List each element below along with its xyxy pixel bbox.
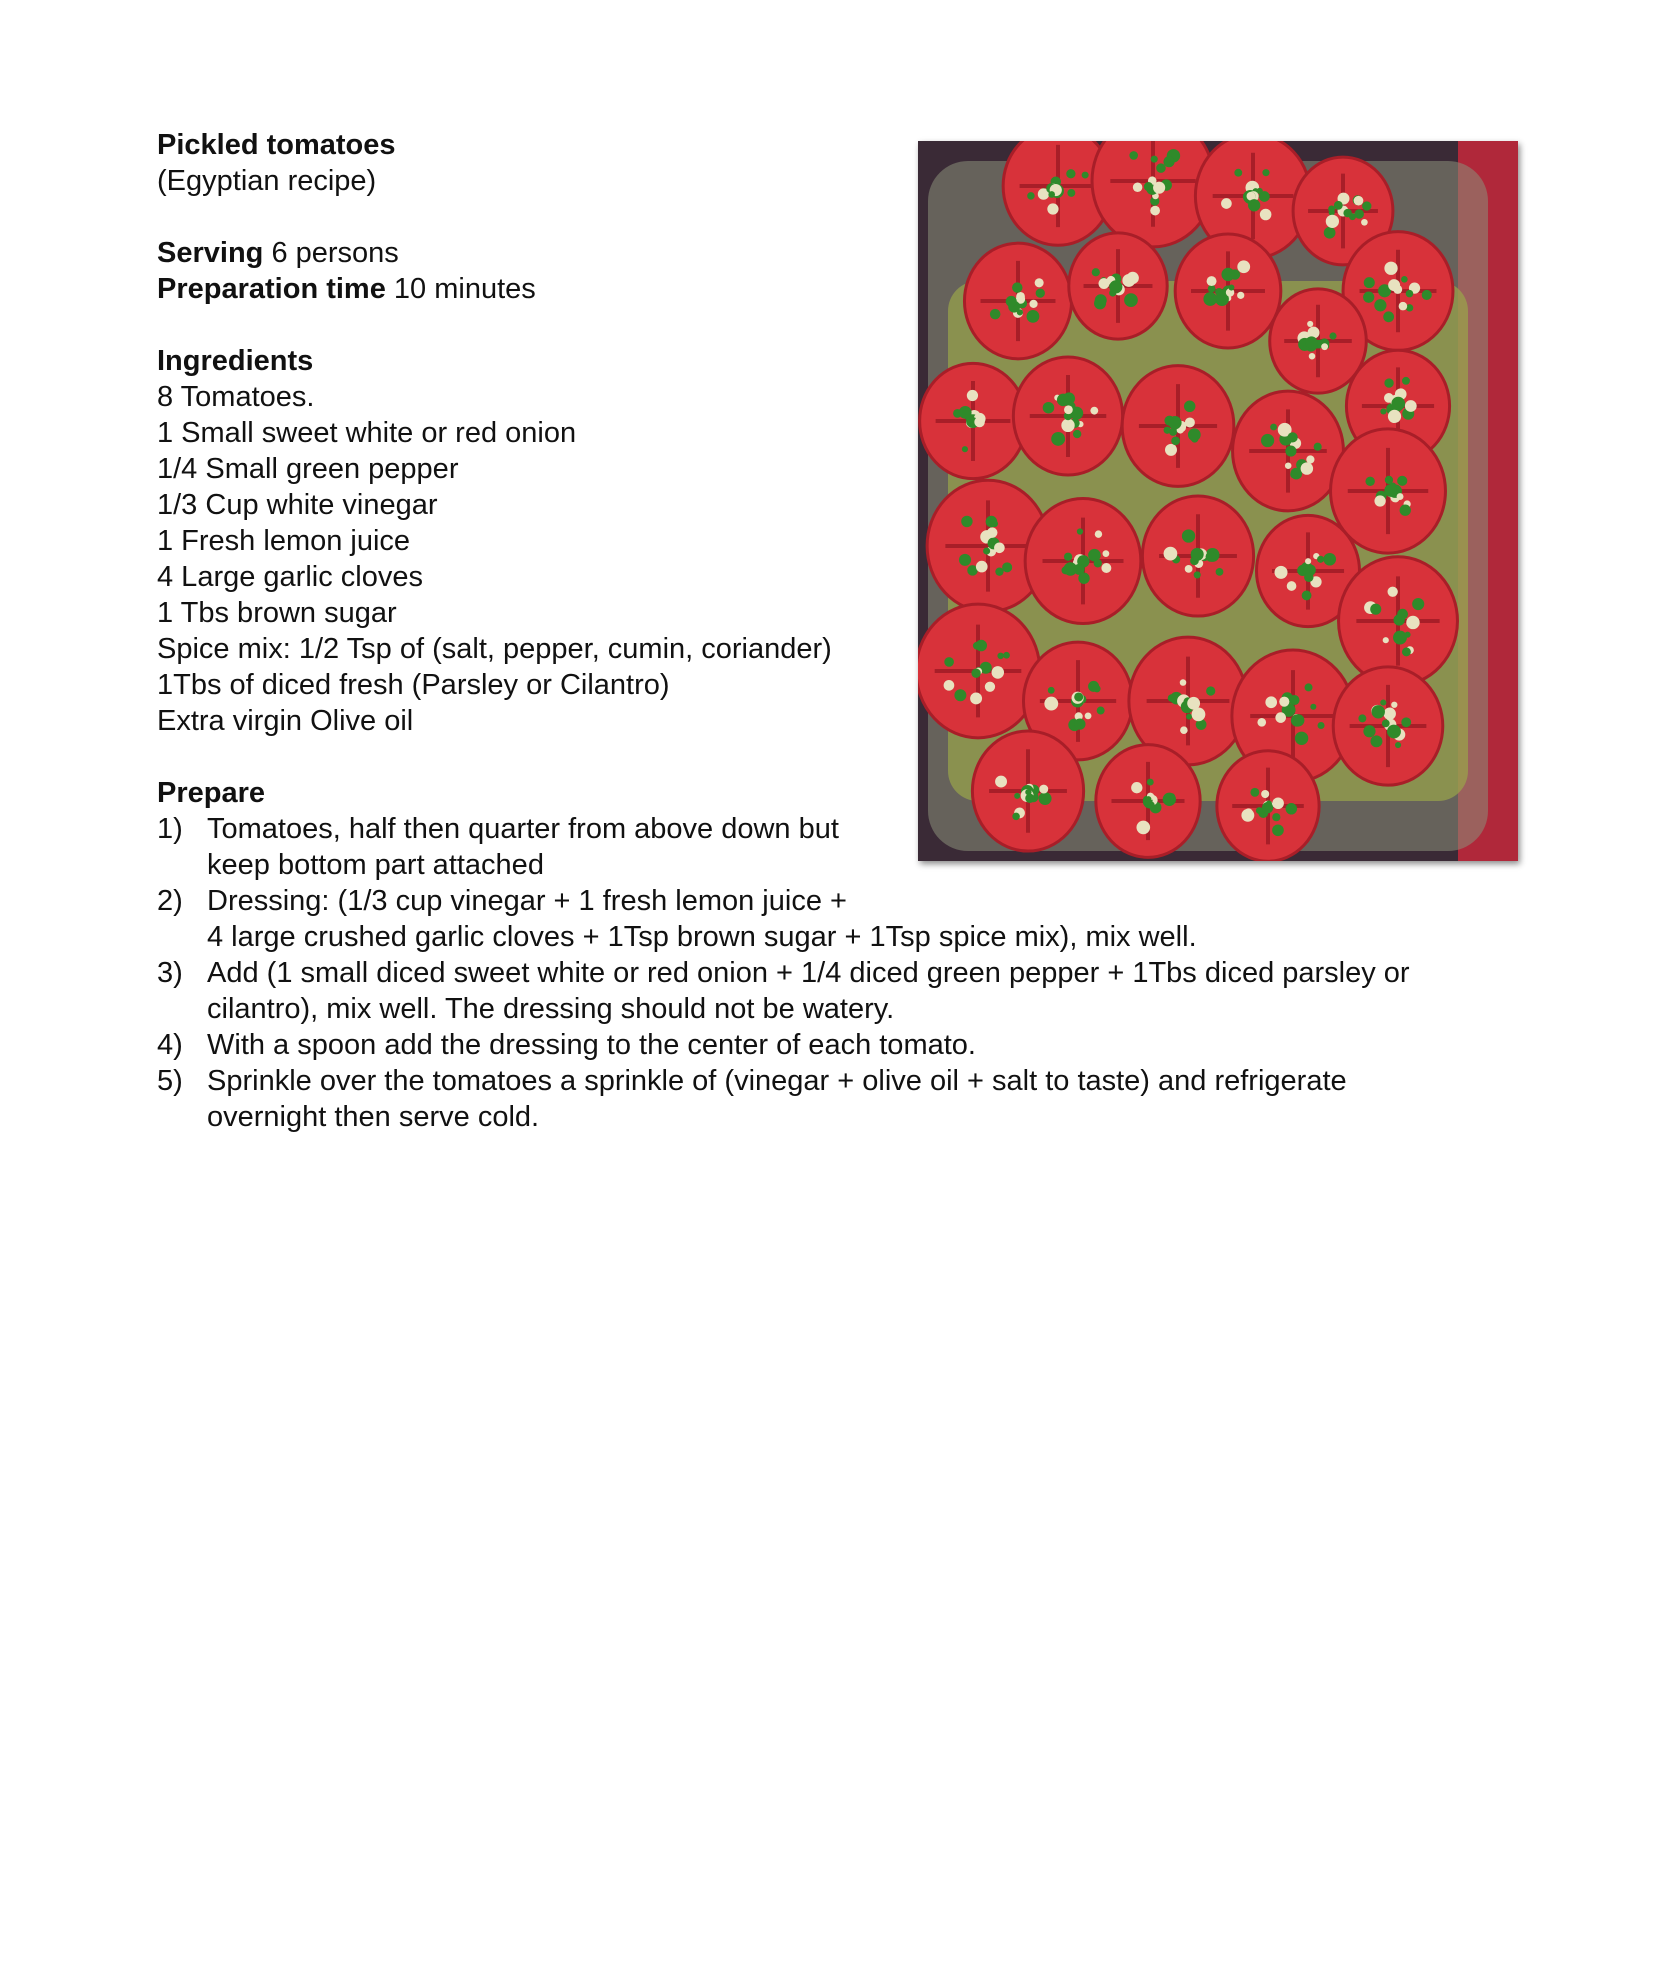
garlic-bit — [1383, 637, 1389, 643]
herb-bit — [1151, 156, 1158, 163]
herb-bit — [1006, 296, 1017, 307]
herb-bit — [1147, 779, 1154, 786]
herb-bit — [1228, 285, 1234, 291]
garlic-bit — [1354, 196, 1364, 206]
herb-bit — [1323, 553, 1336, 566]
herb-bit — [1129, 151, 1138, 160]
herb-bit — [1305, 683, 1313, 691]
herb-bit — [1203, 292, 1217, 306]
serving-value: 6 persons — [271, 237, 399, 269]
herb-bit — [971, 668, 980, 677]
garlic-bit — [967, 390, 978, 401]
garlic-bit — [1165, 444, 1177, 456]
herb-bit — [1395, 742, 1401, 748]
step-text: cilantro), mix well. The dressing should not be watery. — [207, 993, 895, 1025]
garlic-bit — [1241, 809, 1254, 822]
herb-bit — [1412, 598, 1424, 610]
herb-bit — [1048, 191, 1055, 198]
garlic-bit — [1326, 215, 1339, 228]
herb-bit — [986, 516, 998, 528]
garlic-bit — [1185, 417, 1195, 427]
herb-bit — [1048, 687, 1055, 694]
ingredient-item: Spice mix: 1/2 Tsp of (salt, pepper, cumin, coriander) — [157, 633, 832, 665]
herb-bit — [1384, 378, 1393, 387]
garlic-bit — [995, 776, 1007, 788]
herb-bit — [1234, 169, 1242, 177]
step-item — [157, 955, 1537, 1027]
garlic-bit — [1391, 702, 1397, 708]
garlic-bit — [1047, 203, 1058, 214]
herb-bit — [1248, 199, 1260, 211]
garlic-bit — [970, 693, 982, 705]
herb-bit — [1286, 803, 1297, 814]
step-text: Sprinkle over the tomatoes a sprinkle of (vinegar + olive oil + salt to taste) and refrigerate — [207, 1065, 1347, 1097]
herb-bit — [1025, 794, 1034, 803]
garlic-bit — [1361, 219, 1368, 226]
herb-bit — [1043, 402, 1055, 414]
herb-bit — [1156, 163, 1166, 173]
herb-bit — [997, 653, 1004, 660]
garlic-bit — [1131, 782, 1142, 793]
herb-bit — [1186, 714, 1192, 720]
ingredient-item: 1 Tbs brown sugar — [157, 597, 397, 629]
herb-bit — [959, 554, 971, 566]
garlic-bit — [985, 682, 995, 692]
herb-bit — [1027, 310, 1040, 323]
garlic-bit — [1279, 697, 1289, 707]
garlic-bit — [1150, 206, 1160, 216]
herb-bit — [1012, 813, 1020, 821]
garlic-bit — [1399, 302, 1408, 311]
garlic-bit — [1261, 790, 1269, 798]
herb-bit — [1206, 686, 1215, 695]
step-number: 3) — [157, 957, 183, 989]
herb-bit — [1261, 434, 1274, 447]
garlic-bit — [974, 417, 985, 428]
step-text: Dressing: (1/3 cup vinegar + 1 fresh lemon juice + — [207, 885, 847, 917]
herb-bit — [1078, 573, 1089, 584]
herb-bit — [1188, 428, 1201, 441]
recipe-title: Pickled tomatoes — [157, 129, 396, 161]
garlic-bit — [1309, 353, 1316, 360]
herb-bit — [1406, 290, 1413, 297]
herb-bit — [1422, 290, 1432, 300]
prepare-heading: Prepare — [157, 777, 266, 809]
garlic-bit — [1099, 278, 1110, 289]
herb-bit — [1401, 276, 1408, 283]
garlic-bit — [1090, 407, 1098, 415]
herb-bit — [1057, 394, 1070, 407]
herb-bit — [1036, 288, 1045, 297]
herb-bit — [1144, 182, 1153, 191]
herb-bit — [1295, 732, 1308, 745]
herb-bit — [1380, 700, 1386, 706]
garlic-bit — [1103, 550, 1110, 557]
herb-bit — [1285, 446, 1296, 457]
herb-bit — [1145, 796, 1151, 802]
ingredient-item: Extra virgin Olive oil — [157, 705, 414, 737]
garlic-bit — [1285, 462, 1292, 469]
herb-bit — [1287, 432, 1297, 442]
garlic-bit — [1272, 797, 1284, 809]
herb-bit — [944, 657, 954, 667]
garlic-bit — [1187, 697, 1200, 710]
garlic-bit — [1305, 558, 1311, 564]
garlic-bit — [1064, 405, 1073, 414]
garlic-bit — [1406, 616, 1419, 629]
herb-bit — [1401, 717, 1411, 727]
garlic-bit — [1374, 495, 1385, 506]
garlic-bit — [1275, 712, 1286, 723]
garlic-bit — [1301, 462, 1313, 474]
herb-bit — [1364, 277, 1375, 288]
herb-bit — [1272, 813, 1280, 821]
herb-bit — [966, 415, 974, 423]
herb-bit — [1324, 227, 1336, 239]
herb-bit — [1074, 692, 1083, 701]
garlic-bit — [1321, 343, 1328, 350]
garlic-bit — [987, 527, 998, 538]
herb-bit — [1109, 280, 1122, 293]
herb-bit — [1365, 477, 1374, 486]
ingredient-item: 1Tbs of diced fresh (Parsley or Cilantro) — [157, 669, 670, 701]
tomatoes-illustration — [918, 141, 1518, 861]
herb-bit — [973, 642, 981, 650]
step-text: keep bottom part attached — [207, 849, 544, 881]
herb-bit — [1067, 189, 1075, 197]
step-item — [157, 1063, 1537, 1135]
herb-bit — [1370, 604, 1381, 615]
step-number: 5) — [157, 1065, 183, 1097]
step-text: 4 large crushed garlic cloves + 1Tsp brown sugar + 1Tsp spice mix), mix well. — [207, 921, 1197, 953]
herb-bit — [1329, 332, 1336, 339]
herb-bit — [1391, 397, 1405, 411]
herb-bit — [1302, 591, 1312, 601]
ingredients-heading: Ingredients — [157, 345, 314, 377]
herb-bit — [1289, 695, 1299, 705]
herb-bit — [962, 446, 968, 452]
garlic-bit — [1265, 696, 1277, 708]
herb-bit — [961, 516, 972, 527]
garlic-bit — [1384, 708, 1396, 720]
step-text: Tomatoes, half then quarter from above down but — [207, 813, 839, 845]
herb-bit — [1074, 718, 1085, 729]
herb-bit — [1171, 436, 1180, 445]
ingredient-item: 4 Large garlic cloves — [157, 561, 423, 593]
serving-label: Serving — [157, 237, 264, 269]
garlic-bit — [1044, 697, 1058, 711]
herb-bit — [1397, 609, 1408, 620]
herb-bit — [1305, 336, 1317, 348]
herb-bit — [1358, 714, 1366, 722]
herb-bit — [1384, 484, 1397, 497]
step-number: 1) — [157, 813, 183, 845]
herb-bit — [1094, 559, 1102, 567]
garlic-bit — [992, 666, 1005, 679]
herb-bit — [1221, 268, 1234, 281]
herb-bit — [1014, 793, 1020, 799]
herb-bit — [1374, 299, 1386, 311]
garlic-bit — [944, 680, 955, 691]
herb-bit — [1190, 557, 1199, 566]
herb-bit — [1363, 725, 1375, 737]
herb-bit — [1370, 735, 1382, 747]
garlic-bit — [1260, 209, 1272, 221]
ingredient-item: 1 Small sweet white or red onion — [157, 417, 577, 449]
herb-bit — [1027, 192, 1035, 200]
herb-bit — [995, 568, 1003, 576]
herb-bit — [1012, 282, 1022, 292]
garlic-bit — [1221, 198, 1232, 209]
herb-bit — [1066, 169, 1075, 178]
garlic-bit — [1039, 785, 1048, 794]
garlic-bit — [1164, 547, 1178, 561]
prep-time-value: 10 minutes — [393, 273, 536, 305]
garlic-bit — [1384, 262, 1397, 275]
garlic-bit — [1207, 276, 1217, 286]
tomatoes-photo — [918, 141, 1518, 861]
herb-bit — [1318, 722, 1325, 729]
herb-bit — [1363, 292, 1374, 303]
herb-bit — [1310, 704, 1316, 710]
garlic-bit — [1388, 587, 1398, 597]
herb-bit — [1393, 631, 1407, 645]
garlic-bit — [1307, 321, 1313, 327]
garlic-bit — [1029, 300, 1037, 308]
recipe-subtitle: (Egyptian recipe) — [157, 165, 377, 197]
step-text: overnight then serve cold. — [207, 1101, 540, 1133]
garlic-bit — [1061, 419, 1074, 432]
herb-bit — [1304, 573, 1313, 582]
herb-bit — [1092, 268, 1100, 276]
garlic-bit — [1133, 183, 1143, 193]
garlic-bit — [1035, 278, 1044, 287]
garlic-bit — [1257, 718, 1266, 727]
herb-bit — [1402, 377, 1410, 385]
garlic-bit — [1287, 581, 1297, 591]
prep-time-label: Preparation time — [157, 273, 386, 305]
herb-bit — [1002, 562, 1012, 572]
garlic-bit — [1122, 274, 1135, 287]
herb-bit — [1184, 401, 1195, 412]
herb-bit — [1169, 793, 1175, 799]
garlic-bit — [1101, 563, 1111, 573]
garlic-bit — [976, 561, 988, 573]
garlic-bit — [1095, 530, 1102, 537]
herb-bit — [1328, 205, 1335, 212]
ingredient-item: 1/3 Cup white vinegar — [157, 489, 438, 521]
herb-bit — [1272, 824, 1284, 836]
herb-bit — [1397, 476, 1407, 486]
herb-bit — [1290, 471, 1297, 478]
herb-bit — [954, 689, 966, 701]
herb-bit — [1064, 553, 1072, 561]
step-number: 4) — [157, 1029, 183, 1061]
garlic-bit — [994, 542, 1005, 553]
herb-bit — [1380, 408, 1386, 414]
herb-bit — [1343, 209, 1351, 217]
herb-bit — [1270, 424, 1277, 431]
herb-bit — [1073, 430, 1081, 438]
garlic-bit — [1180, 726, 1188, 734]
herb-bit — [1362, 201, 1371, 210]
herb-bit — [1382, 719, 1390, 727]
herb-bit — [1077, 528, 1083, 534]
herb-bit — [1383, 311, 1394, 322]
herb-bit — [1266, 801, 1272, 807]
garlic-bit — [1237, 292, 1244, 299]
ingredient-item: 8 Tomatoes. — [157, 381, 315, 413]
herb-bit — [1082, 172, 1089, 179]
herb-bit — [1182, 529, 1195, 542]
herb-bit — [1194, 571, 1201, 578]
garlic-bit — [1388, 279, 1400, 291]
herb-bit — [1206, 551, 1216, 561]
herb-bit — [1291, 714, 1303, 726]
herb-bit — [1405, 632, 1411, 638]
garlic-bit — [1085, 712, 1092, 719]
herb-bit — [1215, 288, 1223, 296]
step-text: With a spoon add the dressing to the center of each tomato. — [207, 1029, 976, 1061]
step-item — [157, 1027, 1537, 1063]
step-item — [157, 883, 1537, 955]
herb-bit — [1354, 209, 1364, 219]
herb-bit — [1168, 694, 1176, 702]
ingredient-item: 1 Fresh lemon juice — [157, 525, 411, 557]
garlic-bit — [1185, 565, 1193, 573]
herb-bit — [1039, 792, 1052, 805]
herb-bit — [1168, 416, 1181, 429]
garlic-bit — [1237, 260, 1250, 273]
herb-bit — [1262, 169, 1269, 176]
garlic-bit — [1405, 400, 1417, 412]
herb-bit — [1094, 297, 1106, 309]
herb-bit — [1314, 443, 1322, 451]
herb-bit — [1402, 647, 1411, 656]
herb-bit — [1097, 707, 1105, 715]
herb-bit — [1256, 807, 1263, 814]
herb-bit — [990, 309, 1001, 320]
herb-bit — [1003, 652, 1010, 659]
herb-bit — [1051, 432, 1065, 446]
garlic-bit — [1397, 493, 1404, 500]
garlic-bit — [1274, 566, 1287, 579]
garlic-bit — [1136, 821, 1150, 835]
herb-bit — [1372, 705, 1385, 718]
herb-bit — [1317, 556, 1324, 563]
step-number: 2) — [157, 885, 183, 917]
herb-bit — [1124, 293, 1138, 307]
herb-bit — [1216, 568, 1224, 576]
garlic-bit — [1180, 679, 1187, 686]
garlic-bit — [1388, 410, 1401, 423]
herb-bit — [1387, 725, 1401, 739]
step-text: Add (1 small diced sweet white or red onion + 1/4 diced green pepper + 1Tbs diced parsley or — [207, 957, 1410, 989]
herb-bit — [1334, 201, 1343, 210]
herb-bit — [1400, 505, 1411, 516]
herb-bit — [983, 547, 990, 554]
herb-bit — [1250, 788, 1259, 797]
herb-bit — [1163, 156, 1174, 167]
ingredient-item: 1/4 Small green pepper — [157, 453, 459, 485]
herb-bit — [1088, 681, 1099, 692]
